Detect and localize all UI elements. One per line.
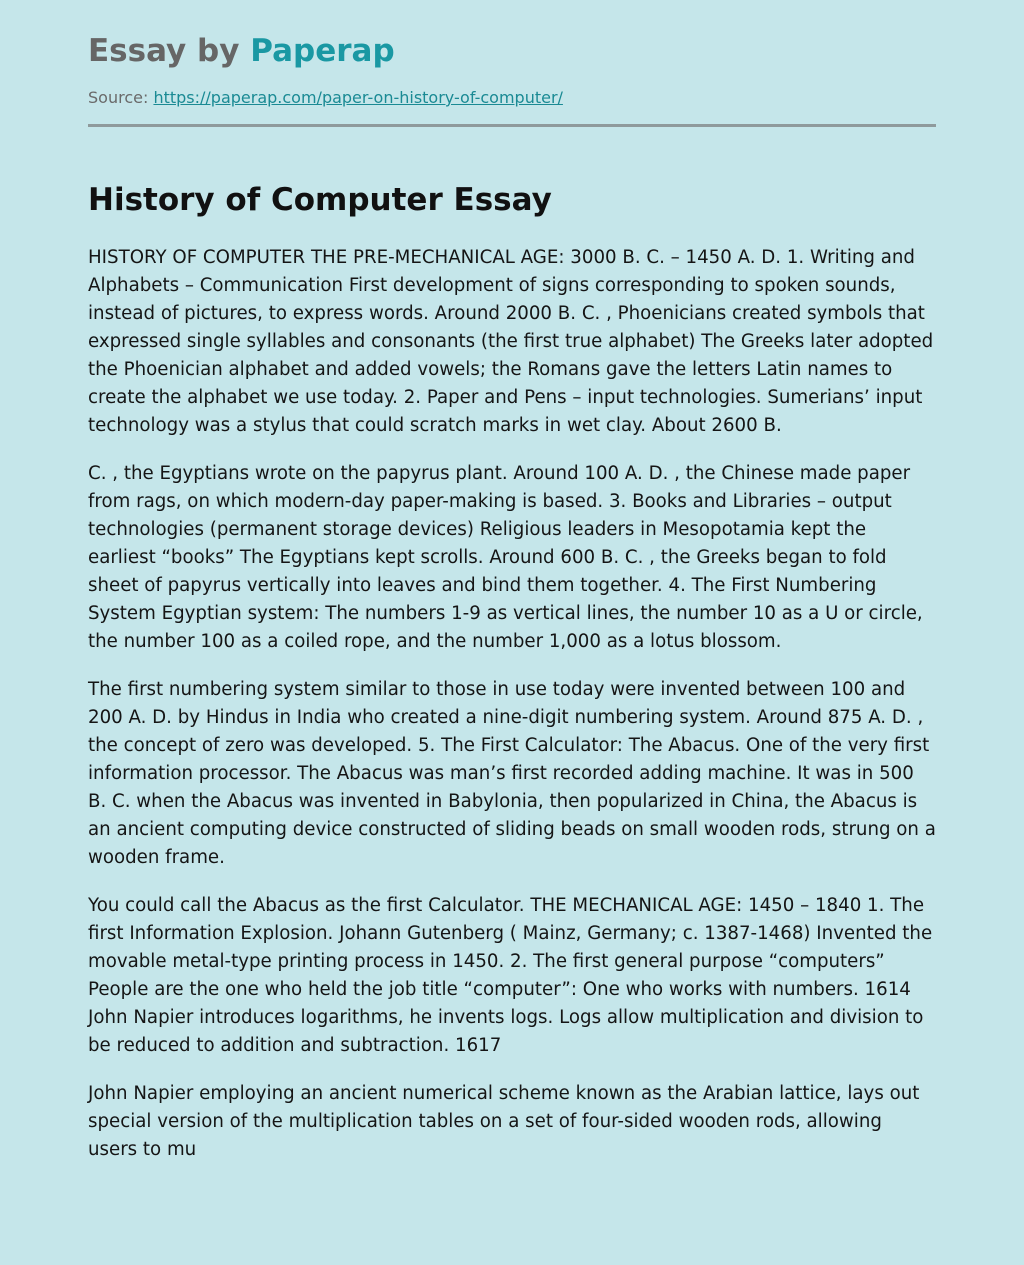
source-label: Source:: [88, 88, 149, 107]
essay-paragraph: You could call the Abacus as the first Calculator. THE MECHANICAL AGE: 1450 – 1840 1. The first Information Explosion. Johann Gutenberg ( Mainz, Germany; c. 1387-1468) Invented the movable metal-type printing process in 1450. 2. The first general purpose “computers” People are the one who held the job title “computer”: One who works with numbers. 1614 John Napier introduces logarithms, he invents logs. Logs allow multiplication and division to be reduced to addition and subtraction. 1617: [88, 895, 933, 1056]
brand-name: Paperap: [250, 33, 395, 69]
essay-page: [88, 0, 936, 1164]
source-line: [88, 86, 936, 110]
essay-title: History of Computer Essay: [88, 182, 552, 218]
source-link[interactable]: https://paperap.com/paper-on-history-of-computer/: [153, 88, 563, 107]
essay-paragraph: The first numbering system similar to those in use today were invented between 100 and 200 A. D. by Hindus in India who created a nine-digit numbering system. Around 875 A. D. , the concept of zero was developed. 5. The First Calculator: The Abacus. One of the very first information processor. The Abacus was man’s first recorded adding machine. It was in 500 B. C. when the Abacus was invented in Babylonia, then popularized in China, the Abacus is an ancient computing device constructed of sliding beads on small wooden rods, strung on a wooden frame.: [88, 679, 936, 868]
essay-paragraph: HISTORY OF COMPUTER THE PRE-MECHANICAL AGE: 3000 B. C. – 1450 A. D. 1. Writing and Alphabets – Communication First development of signs corresponding to spoken sounds, instead of pictures, to express words. Around 2000 B. C. , Phoenicians created symbols that expressed single syllables and consonants (the first true alphabet) The Greeks later adopted the Phoenician alphabet and added vowels; the Romans gave the letters Latin names to create the alphabet we use today. 2. Paper and Pens – input technologies. Sumerians’ input technology was a stylus that could scratch marks in wet clay. About 2600 B.: [88, 247, 934, 436]
header-divider: [88, 124, 936, 127]
essay-paragraph: C. , the Egyptians wrote on the papyrus plant. Around 100 A. D. , the Chinese made paper from rags, on which modern-day paper-making is based. 3. Books and Libraries – output technologies (permanent storage devices) Religious leaders in Mesopotamia kept the earliest “books” The Egyptians kept scrolls. Around 600 B. C. , the Greeks began to fold sheet of papyrus vertically into leaves and bind them together. 4. The First Numbering System Egyptian system: The numbers 1-9 as vertical lines, the number 10 as a U or circle, the number 100 as a coiled rope, and the number 1,000 as a lotus blossom.: [88, 463, 923, 652]
essay-paragraph: John Napier employing an ancient numerical scheme known as the Arabian lattice, lays out special version of the multiplication tables on a set of four-sided wooden rods, allowing users to mu: [88, 1083, 920, 1160]
essay-body: [88, 244, 936, 1164]
site-brand[interactable]: [88, 30, 936, 72]
brand-prefix: Essay by: [88, 33, 251, 69]
